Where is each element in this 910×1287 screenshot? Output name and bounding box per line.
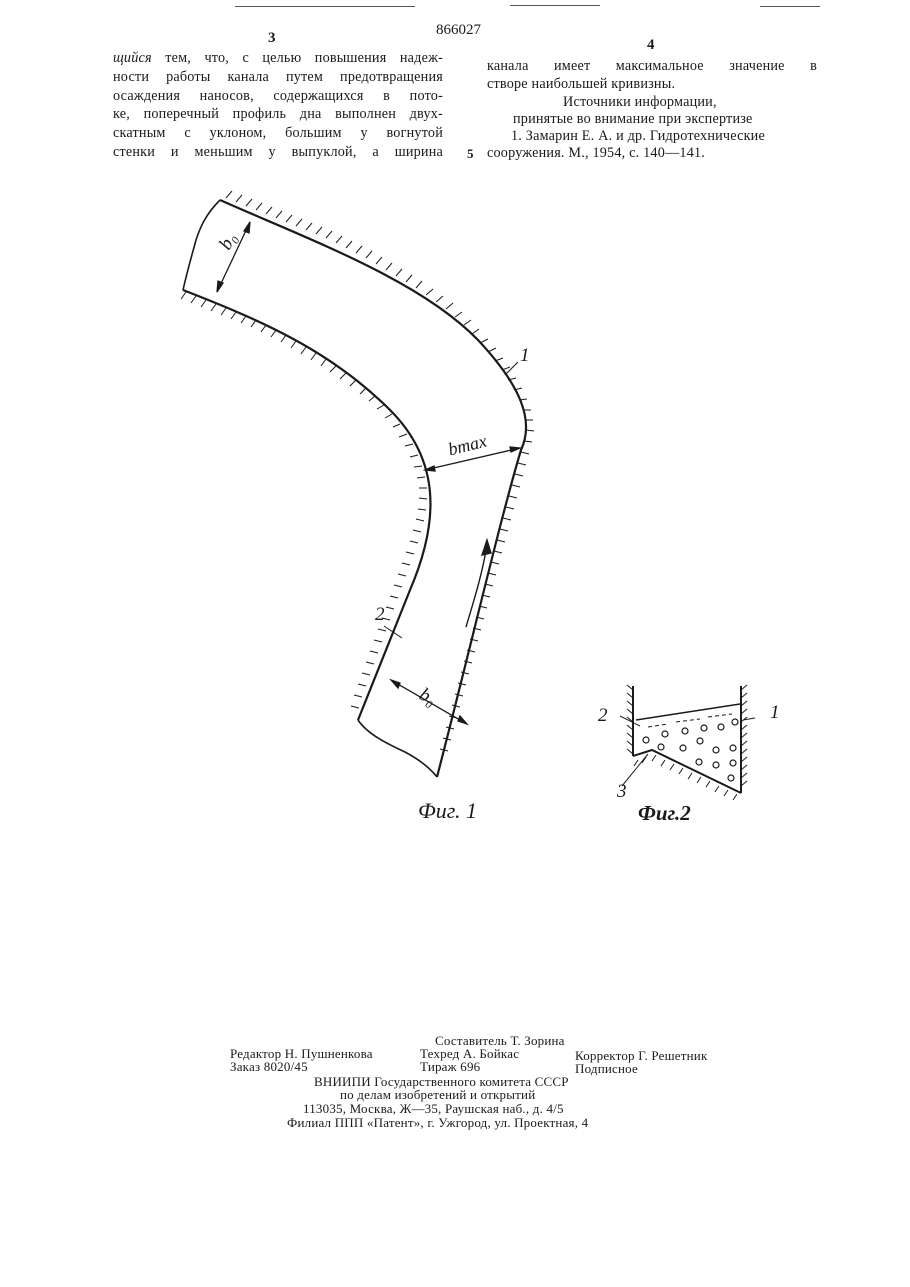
emphasis-word: щийся bbox=[113, 50, 152, 66]
imprint-address: 113035, Москва, Ж—35, Раушская наб., д. 4/5 bbox=[303, 1101, 564, 1116]
imprint-branch: Филиал ППП «Патент», г. Ужгород, ул. Проектная, 4 bbox=[287, 1115, 589, 1130]
column-number-right: 4 bbox=[647, 37, 655, 53]
sources-heading-2: принятые во внимание при экспертизе bbox=[513, 111, 753, 127]
left-line-5: скатным с уклоном, большим у вогнутой bbox=[113, 125, 443, 142]
left-line-1: щийся тем, что, с целью повышения надеж- bbox=[113, 50, 443, 66]
imprint-org-line-2: по делам изобретений и открытий bbox=[340, 1087, 536, 1102]
fig2-label-1: 1 bbox=[770, 702, 780, 723]
reference-line-2: сооружения. М., 1954, с. 140—141. bbox=[487, 145, 706, 161]
right-line-2: створе наибольшей кривизны. bbox=[487, 76, 676, 92]
left-line-6: стенки и меньшим у выпуклой, а ширина bbox=[113, 143, 443, 160]
sources-heading-1: Источники информации, bbox=[563, 94, 717, 110]
imprint-order: Заказ 8020/45 bbox=[230, 1059, 308, 1074]
imprint-compiler: Составитель Т. Зорина bbox=[435, 1033, 565, 1048]
imprint-tech-editor: Техред А. Бойкас bbox=[420, 1046, 520, 1061]
sediment-particles bbox=[643, 719, 738, 781]
imprint-subscription: Подписное bbox=[575, 1061, 638, 1076]
imprint-editor: Редактор Н. Пушненкова bbox=[230, 1046, 373, 1061]
fig1-width-max: bmax bbox=[446, 430, 489, 460]
fig2-label-3: 3 bbox=[617, 781, 627, 802]
right-line-1: канала имеет максимальное значение в bbox=[487, 58, 817, 74]
fig1-caption: Фиг. 1 bbox=[418, 798, 477, 823]
fig2-label-2: 2 bbox=[598, 705, 608, 726]
column-number-left: 3 bbox=[268, 30, 276, 46]
imprint-corrector: Корректор Г. Решетник bbox=[575, 1048, 708, 1063]
fig2-caption: Фиг.2 bbox=[638, 801, 691, 825]
imprint-print-run: Тираж 696 bbox=[420, 1059, 481, 1074]
margin-line-number: 5 bbox=[467, 146, 474, 161]
fig1-label-1: 1 bbox=[520, 345, 530, 366]
water-surface bbox=[636, 704, 740, 720]
fig1-label-2: 2 bbox=[375, 604, 385, 625]
patent-number: 866027 bbox=[436, 22, 481, 38]
left-line-3: осаждения наносов, содержащихся в пото- bbox=[113, 87, 443, 104]
left-line-4: ке, поперечный профиль дна выполнен двух- bbox=[113, 106, 443, 123]
bed-profile bbox=[633, 750, 741, 793]
left-line-2: ности работы канала путем предотвращения bbox=[113, 68, 443, 85]
reference-line-1: 1. Замарин Е. А. и др. Гидротехнические bbox=[511, 128, 765, 144]
fig1-width-bottom: b₀ bbox=[415, 684, 440, 711]
imprint-org-line-1: ВНИИПИ Государственного комитета СССР bbox=[314, 1074, 569, 1089]
fig1-width-top: b₀ bbox=[215, 229, 242, 254]
